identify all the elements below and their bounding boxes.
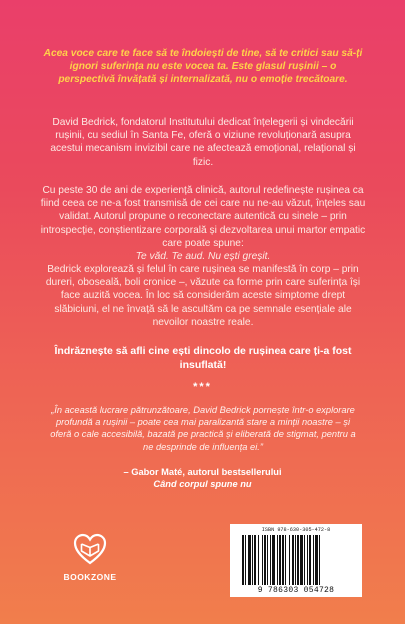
- barcode-bar: [315, 535, 318, 585]
- barcode-bar: [313, 535, 314, 585]
- barcode-bar: [267, 535, 268, 585]
- barcode-bar: [295, 535, 296, 585]
- lead-text: Acea voce care te face să te îndoiești de tine, să te critici sau să-ți ignori suferința nu este vocea ta. Este glasul rușinii – o perspectivă învățată și internalizată, nu o emoție trecătoare.: [43, 48, 363, 86]
- call-to-action: Îndrăznește să afli cine ești dincolo de rușinea care ți-a fost insuflată!: [54, 345, 352, 371]
- barcode-bar: [264, 535, 266, 585]
- isbn-barcode: [230, 524, 362, 597]
- barcode-bar: [285, 535, 286, 585]
- barcode-bar: [262, 535, 263, 585]
- barcode-bar: [242, 535, 244, 585]
- barcode-bar: [279, 535, 281, 585]
- barcode-bar: [300, 535, 303, 585]
- barcode-bar: [277, 535, 278, 585]
- endorsement-quote: „În această lucrare pătrunzătoare, David Bedrick pornește într-o explorare profundă a rușinii – poate cea mai paralizantă stare a minții noastre – și oferă o cale accesibilă, bazată pe practică și eliberată de stigmat, pentru a ne desprinde de influența ei.”: [50, 405, 356, 452]
- barcode-bar: [297, 535, 299, 585]
- barcode-bar: [309, 535, 311, 585]
- barcode-bar: [319, 535, 320, 585]
- body-shame-paragraph: Bedrick explorează și felul în care rușinea se manifestă în corp – prin dureri, oboseală, boli cronice –, văzute ca forme prin care suferința își face auzită vocea. În loc să considerăm aceste simptome drept slăbiciuni, el ne învață să le ascultăm ca pe semnale esențiale ale nevoilor noastre reale.: [45, 264, 361, 328]
- experience-text: Cu peste 30 de ani de experiență clinică, autorul redefinește rușinea ca fiind ceea ce ne-a fost transmisă de cei care nu ne-au văzut, înțeles sau validat. Autorul propune o reconectare autentică cu sinele – prin introspecție, conștientizare corporală și dezvoltarea unui martor empatic care poate spune:: [40, 185, 366, 249]
- heart-book-icon: [72, 532, 108, 568]
- barcode-bar: [252, 535, 253, 585]
- barcode-bar: [307, 535, 308, 585]
- barcode-bar: [245, 535, 246, 585]
- experience-paragraph: [40, 184, 366, 263]
- barcode-bar: [270, 535, 271, 585]
- witness-phrase: Te văd. Te aud. Nu ești greșit.: [135, 251, 271, 263]
- isbn-label: ISBN 978-630-305-472-8: [261, 527, 331, 533]
- publisher-name: BOOKZONE: [63, 572, 117, 582]
- barcode-bars: [242, 535, 350, 585]
- barcode-bar: [289, 535, 290, 585]
- barcode-bar: [248, 535, 251, 585]
- barcode-bar: [258, 535, 259, 585]
- barcode-bar: [282, 535, 284, 585]
- barcode-bar: [272, 535, 275, 585]
- quote-author: – Gabor Maté, autorul bestsellerului: [123, 467, 282, 477]
- section-separator: ***: [193, 381, 212, 393]
- barcode-bar: [304, 535, 305, 585]
- barcode-bar: [254, 535, 256, 585]
- publisher-logo: [60, 532, 120, 582]
- author-intro-paragraph: David Bedrick, fondatorul Institutului dedicat înțelegerii și vindecării rușinii, cu sediul în Santa Fe, oferă o viziune revoluționară asupra acestui mecanism invizibil care ne afectează emoțional, relațional și fizic.: [50, 117, 356, 168]
- barcode-bar: [292, 535, 294, 585]
- barcode-digits: 9 786303 054728: [257, 586, 335, 595]
- quote-attribution: [0, 466, 405, 490]
- quote-book-title: Când corpul spune nu: [153, 479, 252, 489]
